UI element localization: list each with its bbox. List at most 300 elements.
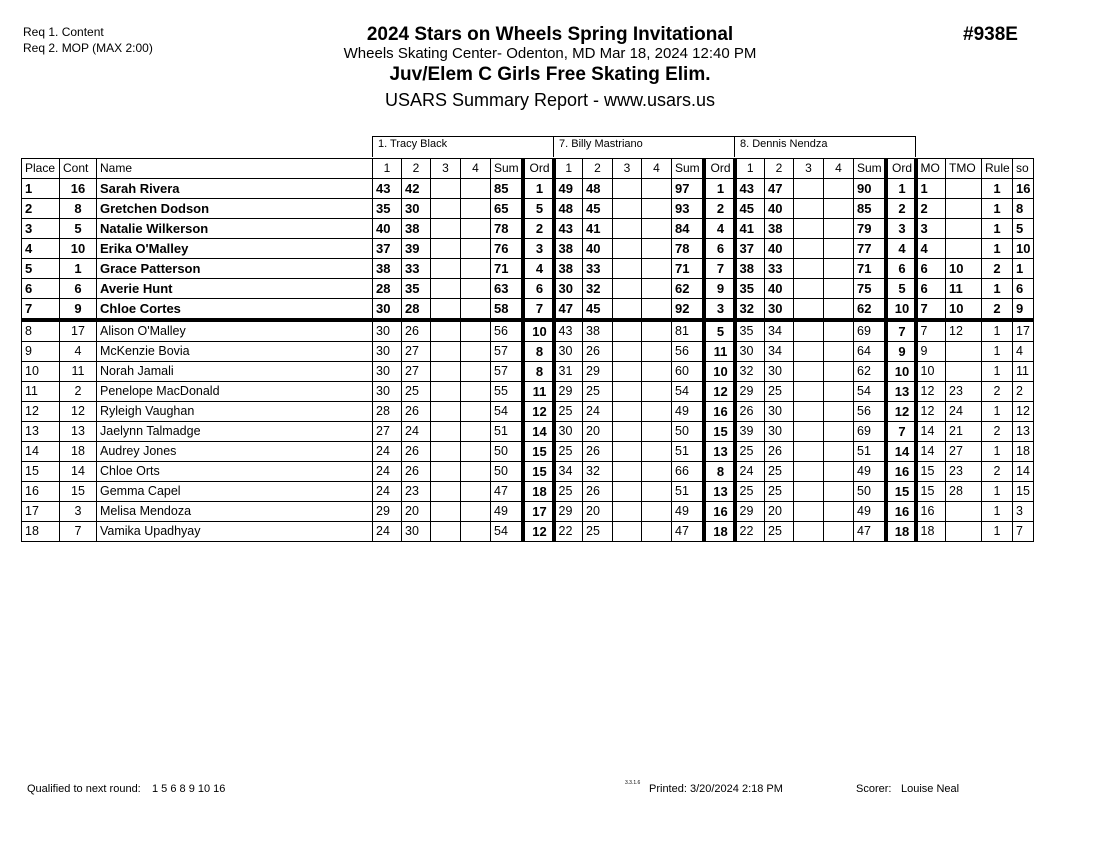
col-place: Place <box>22 159 60 179</box>
ordinal: 15 <box>523 442 554 462</box>
mark-4 <box>824 320 854 342</box>
mark-1: 35 <box>735 320 765 342</box>
mark-1: 27 <box>373 422 402 442</box>
mo: 4 <box>916 239 946 259</box>
mark-1: 43 <box>373 179 402 199</box>
mark-1: 38 <box>554 239 583 259</box>
col-mo: MO <box>916 159 946 179</box>
col-mark: 1 <box>735 159 765 179</box>
table-row <box>22 482 1034 502</box>
ordinal: 1 <box>886 179 916 199</box>
mark-3 <box>431 342 461 362</box>
sum: 84 <box>672 219 704 239</box>
mark-2: 48 <box>583 179 613 199</box>
sum: 71 <box>854 259 886 279</box>
ordinal: 1 <box>704 179 735 199</box>
mark-2: 24 <box>583 402 613 422</box>
mark-4 <box>642 219 672 239</box>
mark-4 <box>461 482 491 502</box>
mark-2: 27 <box>402 362 431 382</box>
ordinal: 17 <box>523 502 554 522</box>
skater-name: McKenzie Bovia <box>97 342 373 362</box>
mark-4 <box>642 239 672 259</box>
mark-1: 29 <box>735 382 765 402</box>
mark-4 <box>461 342 491 362</box>
tmo: 21 <box>946 422 982 442</box>
ordinal: 5 <box>523 199 554 219</box>
mark-2: 25 <box>765 382 794 402</box>
mark-1: 29 <box>373 502 402 522</box>
qualified-label: Qualified to next round: <box>27 783 141 795</box>
skater-name: Alison O'Malley <box>97 320 373 342</box>
mark-1: 24 <box>373 482 402 502</box>
mo: 18 <box>916 522 946 542</box>
mark-4 <box>642 382 672 402</box>
mark-4 <box>461 402 491 422</box>
rule: 1 <box>982 179 1013 199</box>
mark-2: 25 <box>765 482 794 502</box>
col-mark: 3 <box>613 159 642 179</box>
mo: 2 <box>916 199 946 219</box>
rule: 2 <box>982 259 1013 279</box>
mark-3 <box>794 239 824 259</box>
mark-4 <box>461 219 491 239</box>
ordinal: 12 <box>523 402 554 422</box>
place: 3 <box>22 219 60 239</box>
ordinal: 12 <box>523 522 554 542</box>
sum: 51 <box>491 422 523 442</box>
place: 8 <box>22 320 60 342</box>
version: 3.3.1.6 <box>625 780 641 786</box>
tmo <box>946 179 982 199</box>
ordinal: 4 <box>523 259 554 279</box>
mark-1: 31 <box>554 362 583 382</box>
mark-1: 38 <box>735 259 765 279</box>
mark-1: 30 <box>373 362 402 382</box>
contestant-number: 8 <box>60 199 97 219</box>
sum: 71 <box>491 259 523 279</box>
scorer-label: Scorer: <box>856 783 892 795</box>
mark-2: 26 <box>583 342 613 362</box>
mark-1: 38 <box>373 259 402 279</box>
sum: 50 <box>491 442 523 462</box>
col-ord: Ord <box>523 159 554 179</box>
so: 11 <box>1013 362 1034 382</box>
sum: 78 <box>672 239 704 259</box>
mark-1: 30 <box>554 279 583 299</box>
so: 7 <box>1013 522 1034 542</box>
ordinal: 13 <box>704 442 735 462</box>
mark-1: 30 <box>554 342 583 362</box>
mark-2: 20 <box>765 502 794 522</box>
sum: 49 <box>491 502 523 522</box>
tmo: 23 <box>946 462 982 482</box>
mark-2: 29 <box>583 362 613 382</box>
mark-3 <box>794 279 824 299</box>
rule: 2 <box>982 462 1013 482</box>
mark-2: 47 <box>765 179 794 199</box>
mark-4 <box>642 179 672 199</box>
place: 1 <box>22 179 60 199</box>
place: 11 <box>22 382 60 402</box>
ordinal: 16 <box>704 502 735 522</box>
so: 14 <box>1013 462 1034 482</box>
mark-4 <box>461 179 491 199</box>
printed-date: Printed: 3/20/2024 2:18 PM <box>649 783 783 795</box>
contestant-number: 4 <box>60 342 97 362</box>
sum: 51 <box>854 442 886 462</box>
place: 2 <box>22 199 60 219</box>
table-row <box>22 320 1034 342</box>
skater-name: Penelope MacDonald <box>97 382 373 402</box>
mo: 7 <box>916 299 946 321</box>
contestant-number: 15 <box>60 482 97 502</box>
place: 13 <box>22 422 60 442</box>
mark-2: 27 <box>402 342 431 362</box>
mark-4 <box>642 502 672 522</box>
mark-3 <box>431 422 461 442</box>
mark-2: 20 <box>402 502 431 522</box>
mark-3 <box>794 259 824 279</box>
ordinal: 15 <box>523 462 554 482</box>
table-row <box>22 442 1034 462</box>
skater-name: Vamika Upadhyay <box>97 522 373 542</box>
ordinal: 6 <box>523 279 554 299</box>
ordinal: 8 <box>704 462 735 482</box>
mark-2: 25 <box>765 522 794 542</box>
skater-name: Gretchen Dodson <box>97 199 373 219</box>
rule: 1 <box>982 320 1013 342</box>
mark-1: 49 <box>554 179 583 199</box>
ordinal: 8 <box>523 342 554 362</box>
mark-4 <box>824 502 854 522</box>
table-row <box>22 502 1034 522</box>
sum: 47 <box>854 522 886 542</box>
mark-2: 33 <box>402 259 431 279</box>
mark-3 <box>613 342 642 362</box>
mark-3 <box>431 502 461 522</box>
sum: 54 <box>491 522 523 542</box>
col-mark: 2 <box>765 159 794 179</box>
ordinal: 2 <box>704 199 735 219</box>
mark-2: 30 <box>402 522 431 542</box>
tmo: 10 <box>946 299 982 321</box>
mark-2: 30 <box>402 199 431 219</box>
mark-1: 32 <box>735 299 765 321</box>
tmo <box>946 342 982 362</box>
sum: 92 <box>672 299 704 321</box>
mark-2: 25 <box>402 382 431 402</box>
so: 17 <box>1013 320 1034 342</box>
sum: 56 <box>672 342 704 362</box>
rule: 1 <box>982 342 1013 362</box>
mark-4 <box>642 342 672 362</box>
mark-1: 30 <box>554 422 583 442</box>
ordinal: 12 <box>704 382 735 402</box>
ordinal: 7 <box>886 320 916 342</box>
table-row <box>22 179 1034 199</box>
place: 17 <box>22 502 60 522</box>
mark-3 <box>794 199 824 219</box>
mark-2: 39 <box>402 239 431 259</box>
skater-name: Audrey Jones <box>97 442 373 462</box>
mark-3 <box>613 179 642 199</box>
ordinal: 6 <box>886 259 916 279</box>
skater-name: Grace Patterson <box>97 259 373 279</box>
place: 6 <box>22 279 60 299</box>
mark-3 <box>613 462 642 482</box>
so: 8 <box>1013 199 1034 219</box>
mark-2: 26 <box>402 442 431 462</box>
ordinal: 18 <box>704 522 735 542</box>
header-row <box>22 159 1034 179</box>
mark-4 <box>642 362 672 382</box>
event-code: #938E <box>963 24 1018 45</box>
table-row <box>22 239 1034 259</box>
tmo <box>946 362 982 382</box>
tmo <box>946 502 982 522</box>
mark-4 <box>824 382 854 402</box>
ordinal: 16 <box>704 402 735 422</box>
contestant-number: 5 <box>60 219 97 239</box>
mark-4 <box>461 442 491 462</box>
mark-2: 20 <box>583 422 613 442</box>
mark-4 <box>824 179 854 199</box>
col-cont: Cont <box>60 159 97 179</box>
mark-3 <box>613 382 642 402</box>
mark-3 <box>613 219 642 239</box>
ordinal: 14 <box>523 422 554 442</box>
report-title: USARS Summary Report - www.usars.us <box>384 90 716 110</box>
mark-3 <box>431 362 461 382</box>
event-title: 2024 Stars on Wheels Spring Invitational <box>366 24 734 45</box>
contestant-number: 18 <box>60 442 97 462</box>
mark-1: 45 <box>735 199 765 219</box>
mark-2: 41 <box>583 219 613 239</box>
mo: 14 <box>916 422 946 442</box>
mark-4 <box>461 362 491 382</box>
mark-4 <box>824 279 854 299</box>
mark-1: 24 <box>373 442 402 462</box>
skater-name: Ryleigh Vaughan <box>97 402 373 422</box>
mark-4 <box>824 422 854 442</box>
rule: 2 <box>982 422 1013 442</box>
ordinal: 14 <box>886 442 916 462</box>
mark-3 <box>794 179 824 199</box>
mark-2: 42 <box>402 179 431 199</box>
mark-3 <box>613 199 642 219</box>
contestant-number: 12 <box>60 402 97 422</box>
place: 15 <box>22 462 60 482</box>
mark-1: 29 <box>554 502 583 522</box>
mark-2: 45 <box>583 299 613 321</box>
place: 14 <box>22 442 60 462</box>
mark-2: 40 <box>583 239 613 259</box>
contestant-number: 13 <box>60 422 97 442</box>
so: 9 <box>1013 299 1034 321</box>
mark-1: 25 <box>735 482 765 502</box>
sum: 75 <box>854 279 886 299</box>
ordinal: 3 <box>886 219 916 239</box>
mo: 15 <box>916 462 946 482</box>
mark-2: 30 <box>765 299 794 321</box>
col-mark: 2 <box>583 159 613 179</box>
mark-3 <box>613 502 642 522</box>
tmo: 12 <box>946 320 982 342</box>
skater-name: Erika O'Malley <box>97 239 373 259</box>
mo: 14 <box>916 442 946 462</box>
mark-1: 26 <box>735 402 765 422</box>
mark-3 <box>794 219 824 239</box>
mark-4 <box>824 482 854 502</box>
col-sum: Sum <box>854 159 886 179</box>
so: 13 <box>1013 422 1034 442</box>
place: 16 <box>22 482 60 502</box>
sum: 85 <box>491 179 523 199</box>
sum: 54 <box>672 382 704 402</box>
rule: 1 <box>982 482 1013 502</box>
requirement-2: Req 2. MOP (MAX 2:00) <box>23 41 153 55</box>
rule: 1 <box>982 199 1013 219</box>
contestant-number: 2 <box>60 382 97 402</box>
mark-1: 47 <box>554 299 583 321</box>
ordinal: 3 <box>704 299 735 321</box>
table-row <box>22 199 1034 219</box>
tmo: 11 <box>946 279 982 299</box>
skater-name: Norah Jamali <box>97 362 373 382</box>
mark-3 <box>431 320 461 342</box>
mark-1: 30 <box>735 342 765 362</box>
so: 10 <box>1013 239 1034 259</box>
table-row <box>22 462 1034 482</box>
sum: 51 <box>672 482 704 502</box>
mark-4 <box>642 279 672 299</box>
mo: 12 <box>916 382 946 402</box>
rule: 1 <box>982 362 1013 382</box>
skater-name: Sarah Rivera <box>97 179 373 199</box>
sum: 69 <box>854 320 886 342</box>
mark-3 <box>431 259 461 279</box>
sum: 57 <box>491 362 523 382</box>
mark-4 <box>824 342 854 362</box>
mark-3 <box>431 402 461 422</box>
mark-3 <box>613 422 642 442</box>
mark-2: 33 <box>583 259 613 279</box>
skater-name: Melisa Mendoza <box>97 502 373 522</box>
tmo <box>946 522 982 542</box>
sum: 56 <box>854 402 886 422</box>
mark-3 <box>613 279 642 299</box>
sum: 71 <box>672 259 704 279</box>
mark-2: 40 <box>765 239 794 259</box>
sum: 79 <box>854 219 886 239</box>
tmo: 27 <box>946 442 982 462</box>
mark-1: 41 <box>735 219 765 239</box>
mark-3 <box>431 442 461 462</box>
contestant-number: 17 <box>60 320 97 342</box>
mark-3 <box>431 482 461 502</box>
skater-name: Chloe Cortes <box>97 299 373 321</box>
mark-4 <box>461 299 491 321</box>
so: 3 <box>1013 502 1034 522</box>
sum: 63 <box>491 279 523 299</box>
mark-1: 24 <box>373 462 402 482</box>
mark-1: 25 <box>554 442 583 462</box>
mo: 10 <box>916 362 946 382</box>
ordinal: 1 <box>523 179 554 199</box>
sum: 85 <box>854 199 886 219</box>
mark-1: 22 <box>554 522 583 542</box>
ordinal: 13 <box>704 482 735 502</box>
mark-1: 25 <box>554 402 583 422</box>
mark-1: 34 <box>554 462 583 482</box>
sum: 50 <box>672 422 704 442</box>
ordinal: 10 <box>886 362 916 382</box>
mark-3 <box>613 239 642 259</box>
mark-1: 28 <box>373 402 402 422</box>
sum: 78 <box>491 219 523 239</box>
tmo: 28 <box>946 482 982 502</box>
mark-4 <box>642 422 672 442</box>
mark-4 <box>824 402 854 422</box>
mark-3 <box>613 299 642 321</box>
mark-1: 39 <box>735 422 765 442</box>
mark-3 <box>794 362 824 382</box>
mark-3 <box>794 502 824 522</box>
mark-1: 35 <box>373 199 402 219</box>
table-row <box>22 279 1034 299</box>
table-row <box>22 219 1034 239</box>
mark-3 <box>794 422 824 442</box>
mark-3 <box>431 382 461 402</box>
mark-3 <box>794 442 824 462</box>
mark-2: 25 <box>765 462 794 482</box>
sum: 64 <box>854 342 886 362</box>
mark-4 <box>824 239 854 259</box>
ordinal: 16 <box>886 462 916 482</box>
ordinal: 5 <box>704 320 735 342</box>
mark-4 <box>642 482 672 502</box>
ordinal: 10 <box>886 299 916 321</box>
contestant-number: 16 <box>60 179 97 199</box>
col-ord: Ord <box>886 159 916 179</box>
sum: 77 <box>854 239 886 259</box>
so: 6 <box>1013 279 1034 299</box>
so: 2 <box>1013 382 1034 402</box>
mark-3 <box>613 442 642 462</box>
mark-1: 48 <box>554 199 583 219</box>
judge-header-3: 8. Dennis Nendza <box>734 136 916 157</box>
mark-3 <box>431 299 461 321</box>
mark-3 <box>613 482 642 502</box>
mark-4 <box>461 462 491 482</box>
mark-1: 25 <box>554 482 583 502</box>
place: 10 <box>22 362 60 382</box>
mark-4 <box>642 259 672 279</box>
mark-3 <box>794 342 824 362</box>
ordinal: 12 <box>886 402 916 422</box>
table-row <box>22 382 1034 402</box>
mark-1: 40 <box>373 219 402 239</box>
table-row <box>22 362 1034 382</box>
rule: 1 <box>982 442 1013 462</box>
ordinal: 9 <box>704 279 735 299</box>
event-class: Juv/Elem C Girls Free Skating Elim. <box>389 64 711 85</box>
contestant-number: 10 <box>60 239 97 259</box>
ordinal: 16 <box>886 502 916 522</box>
mark-1: 37 <box>735 239 765 259</box>
mark-2: 28 <box>402 299 431 321</box>
